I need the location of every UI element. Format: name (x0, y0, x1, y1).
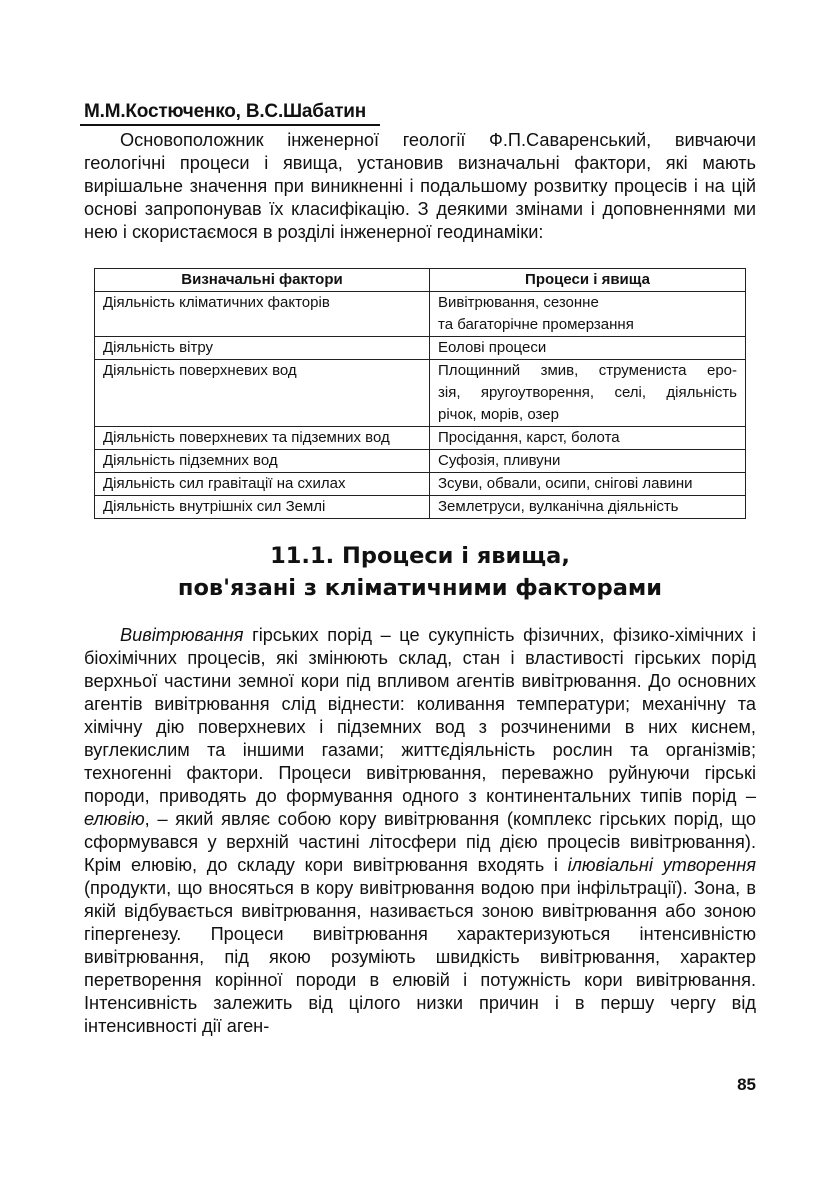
running-header-authors: М.М.Костюченко, В.С.Шабатин (84, 101, 367, 122)
table-header-row (95, 269, 746, 292)
table-row (95, 450, 746, 473)
factor-cell: Діяльність внутрішніх сил Землі (95, 496, 430, 519)
process-cell (430, 450, 746, 473)
factor-cell: Діяльність вітру (95, 337, 430, 360)
process-line: Просідання, карст, болота (438, 429, 620, 446)
table-row (95, 337, 746, 360)
process-line: Еолові процеси (438, 339, 547, 356)
table-row (95, 292, 746, 337)
process-line: Зсуви, обвали, осипи, снігові лавини (438, 475, 693, 492)
process-cell (430, 292, 746, 337)
process-cell (430, 360, 746, 427)
factor-cell: Діяльність поверхневих та підземних вод (95, 427, 430, 450)
body-text-part2: , – який являє собою кору вивітрювання (комплекс гірських порід, що сформувався у верхній частині літосфери під дією процесів вивітрювання). Крім елювію, до складу кори вивітрювання входять і (84, 809, 756, 875)
table-row (95, 427, 746, 450)
body-text-part1: гірських порід – це сукупність фізичних, фізико-хімічних і біохімічних процесів, які змінюють склад, стан і властивості гірських порід верхньої частини земної кори під впливом агентів вивітрювання. До основних агентів вивітрювання слід віднести: коливання температури; механічну та хімічну дію поверхневих і підземних вод з розчиненими в них киснем, вуглекислим та іншими газами; життєдіяльність рослин та організмів; техногенні фактори. Процеси вивітрювання, переважно руйнуючи гірські породи, приводять до формування одного з континентальних типів порід – (84, 625, 756, 806)
body-text (84, 624, 756, 1038)
term-weathering: Вивітрювання (120, 625, 244, 645)
header-underline (80, 124, 380, 126)
section-heading (84, 540, 756, 604)
factors-table (94, 268, 746, 519)
page-number: 85 (737, 1075, 756, 1094)
factor-cell: Діяльність сил гравітації на схилах (95, 473, 430, 496)
intro-text: Основоположник інженерної геології Ф.П.Саваренський, вивчаючи геологічні процеси і явища, установив визначальні фактори, які мають вирішальне значення при виникненні і подальшому розвитку процесів і на цій основі запропонував їх класифікацію. З деякими змінами і доповненнями ми нею і скористаємося в розділі інженерної геодинаміки: (84, 130, 756, 242)
process-line: зія, яругоутворення, селі, діяльність (438, 384, 737, 401)
process-line: Вивітрювання, сезонне (438, 294, 599, 311)
factor-cell: Діяльність підземних вод (95, 450, 430, 473)
table-row (95, 473, 746, 496)
process-line: та багаторічне промерзання (438, 316, 634, 333)
intro-paragraph (84, 129, 756, 244)
column-header-processes: Процеси і явища (430, 269, 746, 292)
process-line: Площинний змив, струмениста еро- (438, 362, 737, 379)
factor-cell: Діяльність поверхневих вод (95, 360, 430, 427)
factor-cell: Діяльність кліматичних факторів (95, 292, 430, 337)
process-line: Суфозія, пливуни (438, 452, 561, 469)
process-cell (430, 337, 746, 360)
process-cell (430, 427, 746, 450)
table-row (95, 360, 746, 427)
body-text-part3: (продукти, що вносяться в кору вивітрювання водою при інфільтрації). Зона, в якій відбувається вивітрювання, називається зоною вивітрювання або зоною гіпергенезу. Процеси вивітрювання характеризуються інтенсивністю вивітрювання, під якою розуміють швидкість вивітрювання, характер перетворення корінної породи в елювій і потужність кори вивітрювання. Інтенсивність залежить від цілого низки причин і в першу чергу від інтенсивності дії аген- (84, 878, 756, 1036)
term-illuvial: ілювіальні утворення (567, 855, 757, 875)
process-cell (430, 473, 746, 496)
process-cell (430, 496, 746, 519)
process-line: річок, морів, озер (438, 406, 559, 423)
body-paragraph (84, 624, 756, 1038)
section-heading-line1: 11.1. Процеси і явища, (270, 543, 570, 569)
table-row (95, 496, 746, 519)
section-heading-line2: пов'язані з кліматичними факторами (177, 575, 663, 601)
process-line: Землетруси, вулканічна діяльність (438, 498, 679, 515)
term-eluvium: елювію (84, 809, 145, 829)
column-header-factors: Визначальні фактори (95, 269, 430, 292)
